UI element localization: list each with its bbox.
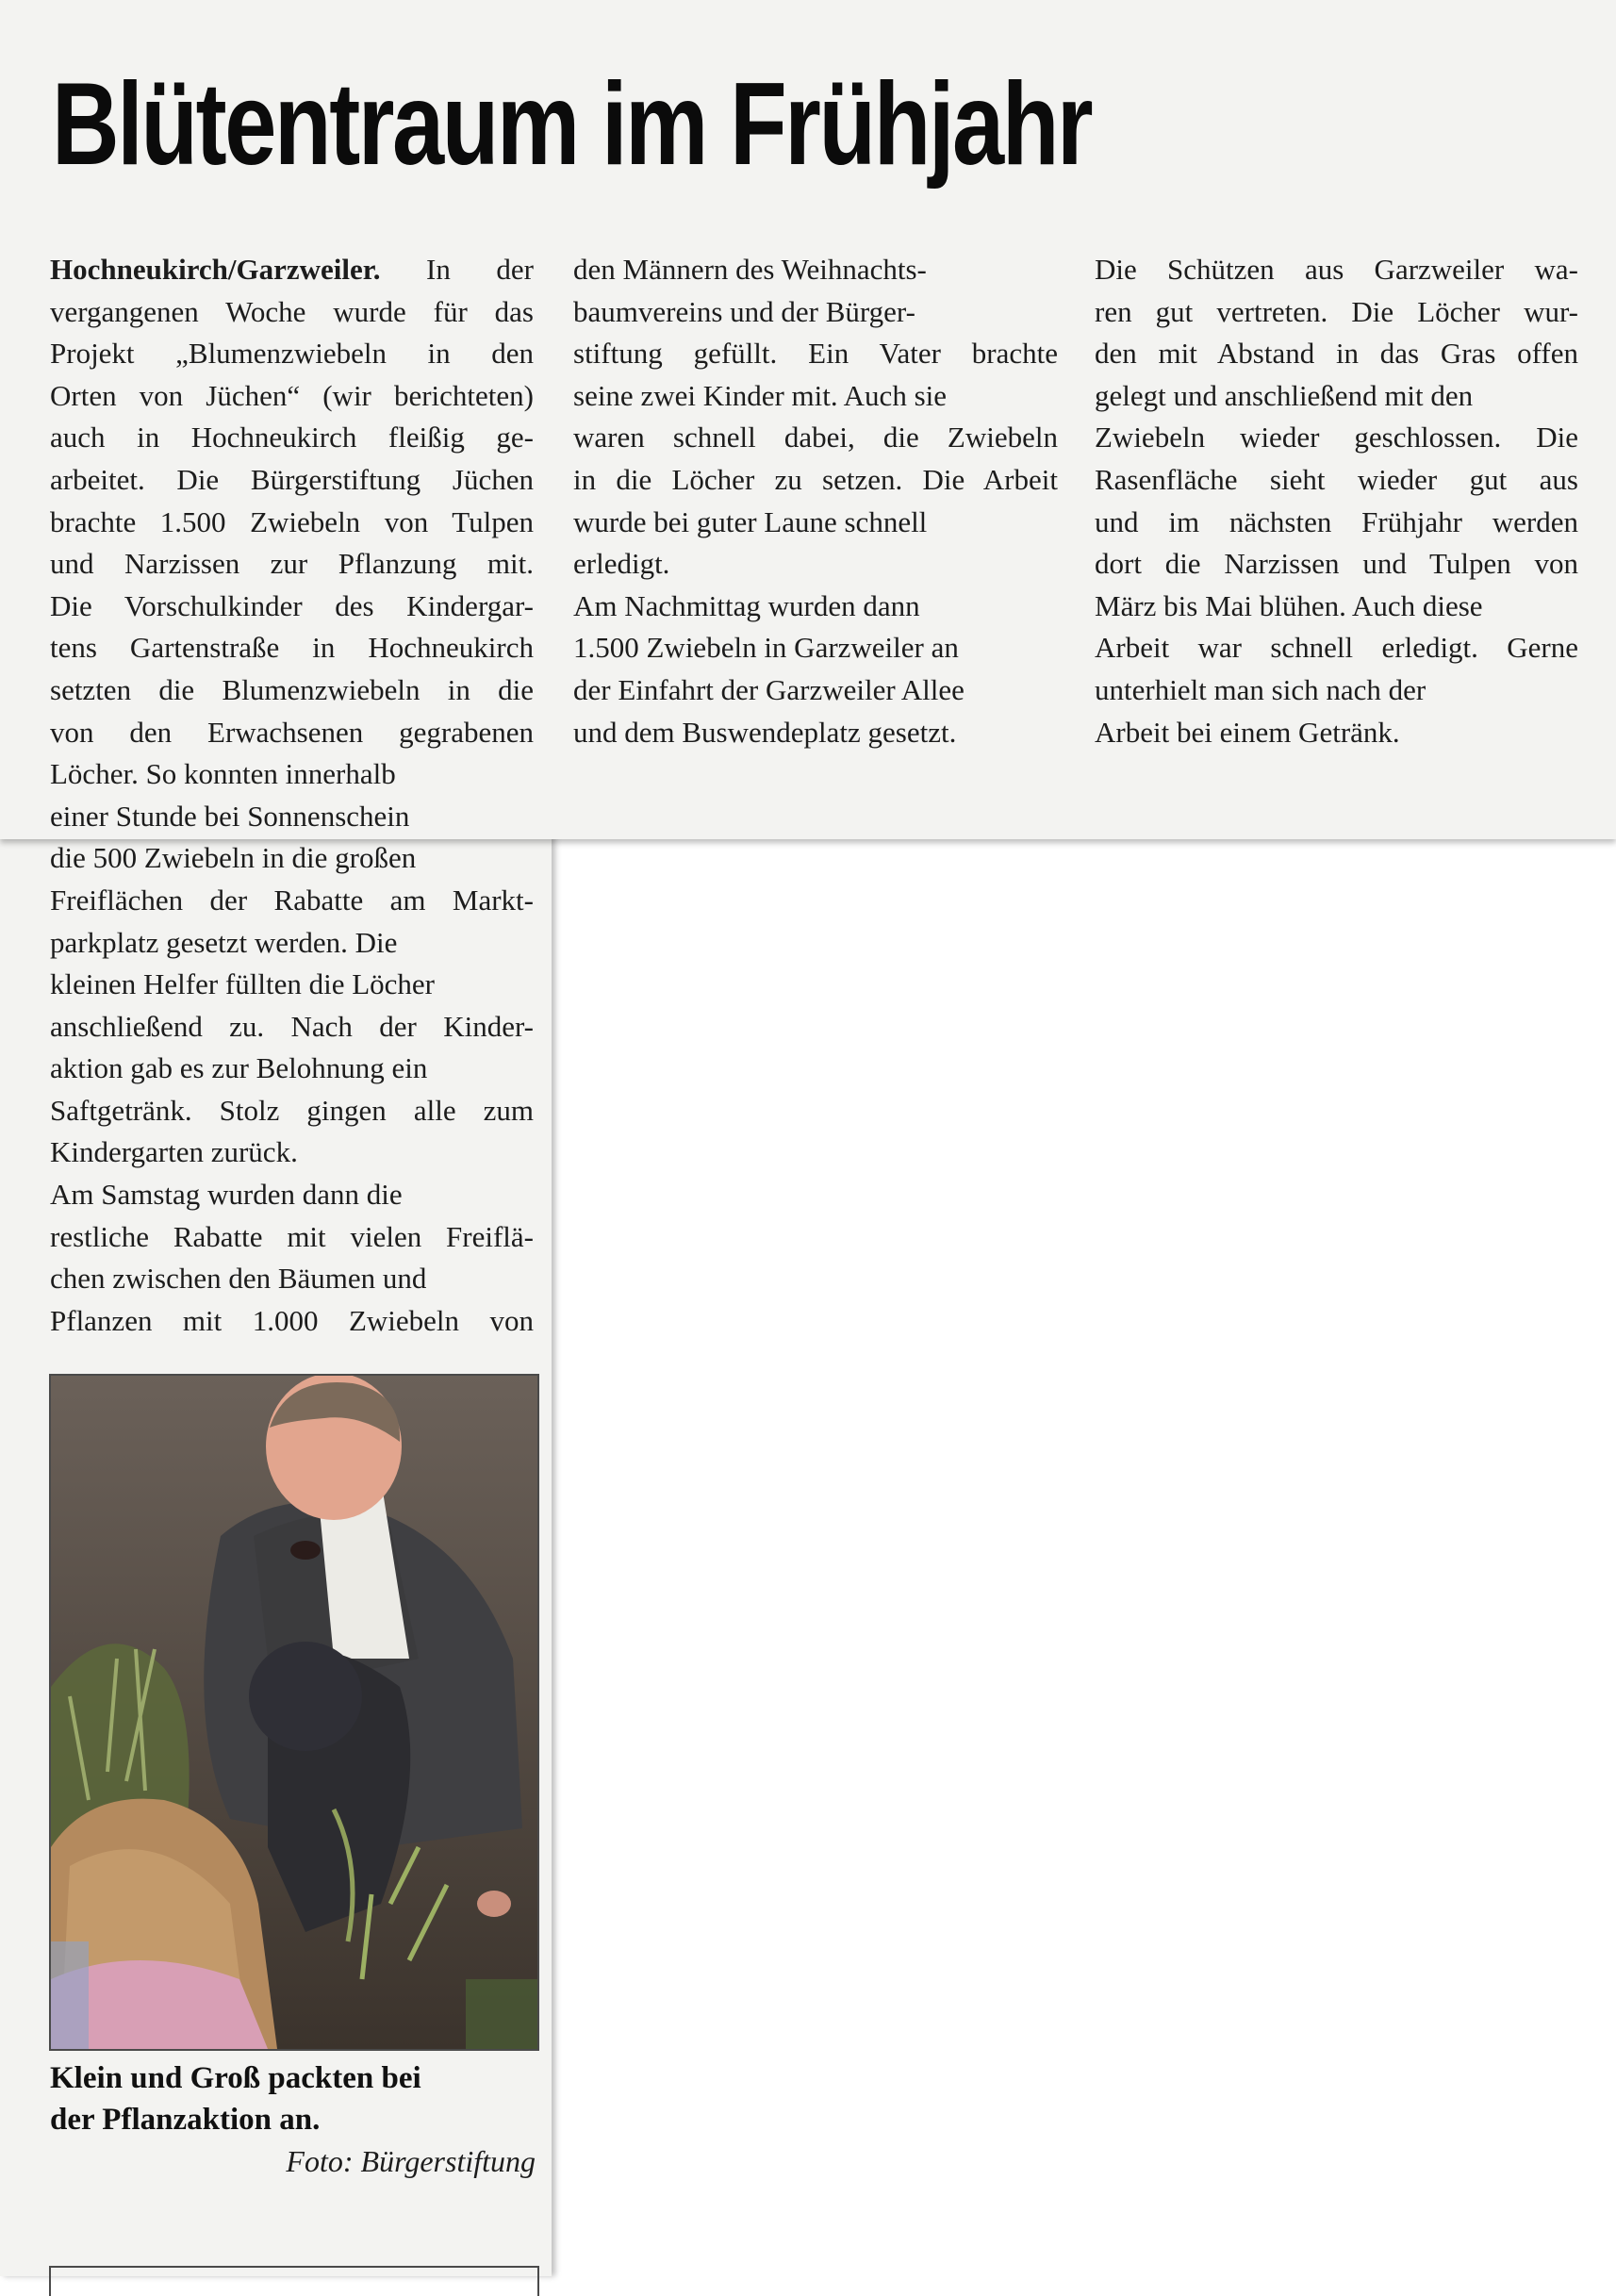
text-fragment: In der: [380, 253, 534, 286]
text-line: waren schnell dabei, die Zwiebeln: [573, 421, 1058, 454]
text-line: ren gut vertreten. Die Löcher wur-: [1095, 294, 1578, 328]
text-line: brachte 1.500 Zwiebeln von Tulpen: [50, 504, 534, 538]
article-column-1: [50, 249, 534, 1342]
photo-illustration: [51, 1376, 537, 2049]
text-line: Löcher. So konnten innerhalb: [50, 757, 396, 791]
text-line: kleinen Helfer füllten die Löcher: [50, 967, 435, 1001]
article-photo: [49, 1374, 539, 2051]
text-line: und Narzissen zur Pflanzung mit.: [50, 547, 534, 581]
text-line: Pflanzen mit 1.000 Zwiebeln von: [50, 1303, 534, 1337]
text-line: und dem Buswendeplatz gesetzt.: [573, 715, 957, 749]
photo-caption: [50, 2057, 540, 2140]
text-line: auch in Hochneukirch fleißig ge-: [50, 421, 534, 454]
text-line: chen zwischen den Bäumen und: [50, 1262, 427, 1296]
text-line: die 500 Zwiebeln in die großen: [50, 841, 417, 875]
text-line: unterhielt man sich nach der: [1095, 672, 1426, 706]
caption-line: Klein und Groß packten bei: [50, 2061, 421, 2095]
text-line: aktion gab es zur Belohnung ein: [50, 1051, 428, 1085]
text-line: Die Vorschulkinder des Kindergar-: [50, 588, 534, 622]
text-line: anschließend zu. Nach der Kinder-: [50, 1009, 534, 1043]
text-line: in die Löcher zu setzen. Die Arbeit: [573, 462, 1058, 496]
text-line: Am Samstag wurden dann die: [50, 1178, 403, 1212]
text-line: Freiflächen der Rabatte am Markt-: [50, 883, 534, 917]
text-line: einer Stunde bei Sonnenschein: [50, 799, 410, 833]
text-line: 1.500 Zwiebeln in Garzweiler an: [573, 631, 959, 665]
text-line: Die Schützen aus Garzweiler wa-: [1095, 253, 1578, 286]
text-line: gelegt und anschließend mit den: [1095, 378, 1474, 412]
text-line: Kindergarten zurück.: [50, 1135, 298, 1169]
article-column-2: [573, 249, 1058, 753]
text-line: arbeitet. Die Bürgerstiftung Jüchen: [50, 462, 534, 496]
text-line: Saftgetränk. Stolz gingen alle zum: [50, 1093, 534, 1127]
caption-line: der Pflanzaktion an.: [50, 2103, 321, 2137]
text-line: setzten die Blumenzwiebeln in die: [50, 672, 534, 706]
text-line: Arbeit bei einem Getränk.: [1095, 715, 1400, 749]
text-line: Projekt „Blumenzwiebeln in den: [50, 337, 534, 371]
text-line: Arbeit war schnell erledigt. Gerne: [1095, 631, 1578, 665]
text-line: von den Erwachsenen gegrabenen: [50, 715, 534, 749]
article-lead-location: Hochneukirch/Garzweiler.: [50, 253, 381, 286]
text-line: wurde bei guter Laune schnell: [573, 504, 928, 538]
text-line: tens Gartenstraße in Hochneukirch: [50, 631, 534, 665]
article-column-3: [1095, 249, 1578, 753]
text-line: dort die Narzissen und Tulpen von: [1095, 547, 1578, 581]
next-item-frame: [49, 2266, 539, 2296]
text-line: seine zwei Kinder mit. Auch sie: [573, 378, 948, 412]
text-line: den Männern des Weihnachts-: [573, 253, 927, 286]
text-line: März bis Mai blühen. Auch diese: [1095, 588, 1483, 622]
text-line: erledigt.: [573, 547, 670, 581]
text-line: parkplatz gesetzt werden. Die: [50, 925, 398, 959]
text-line: stiftung gefüllt. Ein Vater brachte: [573, 337, 1058, 371]
text-line: [50, 249, 534, 291]
text-line: Am Nachmittag wurden dann: [573, 588, 920, 622]
text-line: den mit Abstand in das Gras offen: [1095, 337, 1578, 371]
text-line: Zwiebeln wieder geschlossen. Die: [1095, 421, 1578, 454]
text-line: und im nächsten Frühjahr werden: [1095, 504, 1578, 538]
text-line: restliche Rabatte mit vielen Freiflä-: [50, 1219, 534, 1253]
text-line: Rasenfläche sieht wieder gut aus: [1095, 462, 1578, 496]
text-line: vergangenen Woche wurde für das: [50, 294, 534, 328]
text-line: baumvereins und der Bürger-: [573, 294, 915, 328]
photo-credit: Foto: Bürgerstiftung: [286, 2144, 536, 2178]
article-headline: Blütentraum im Frühjahr: [52, 59, 1092, 190]
text-line: Orten von Jüchen“ (wir berichteten): [50, 378, 534, 412]
text-line: der Einfahrt der Garzweiler Allee: [573, 672, 965, 706]
